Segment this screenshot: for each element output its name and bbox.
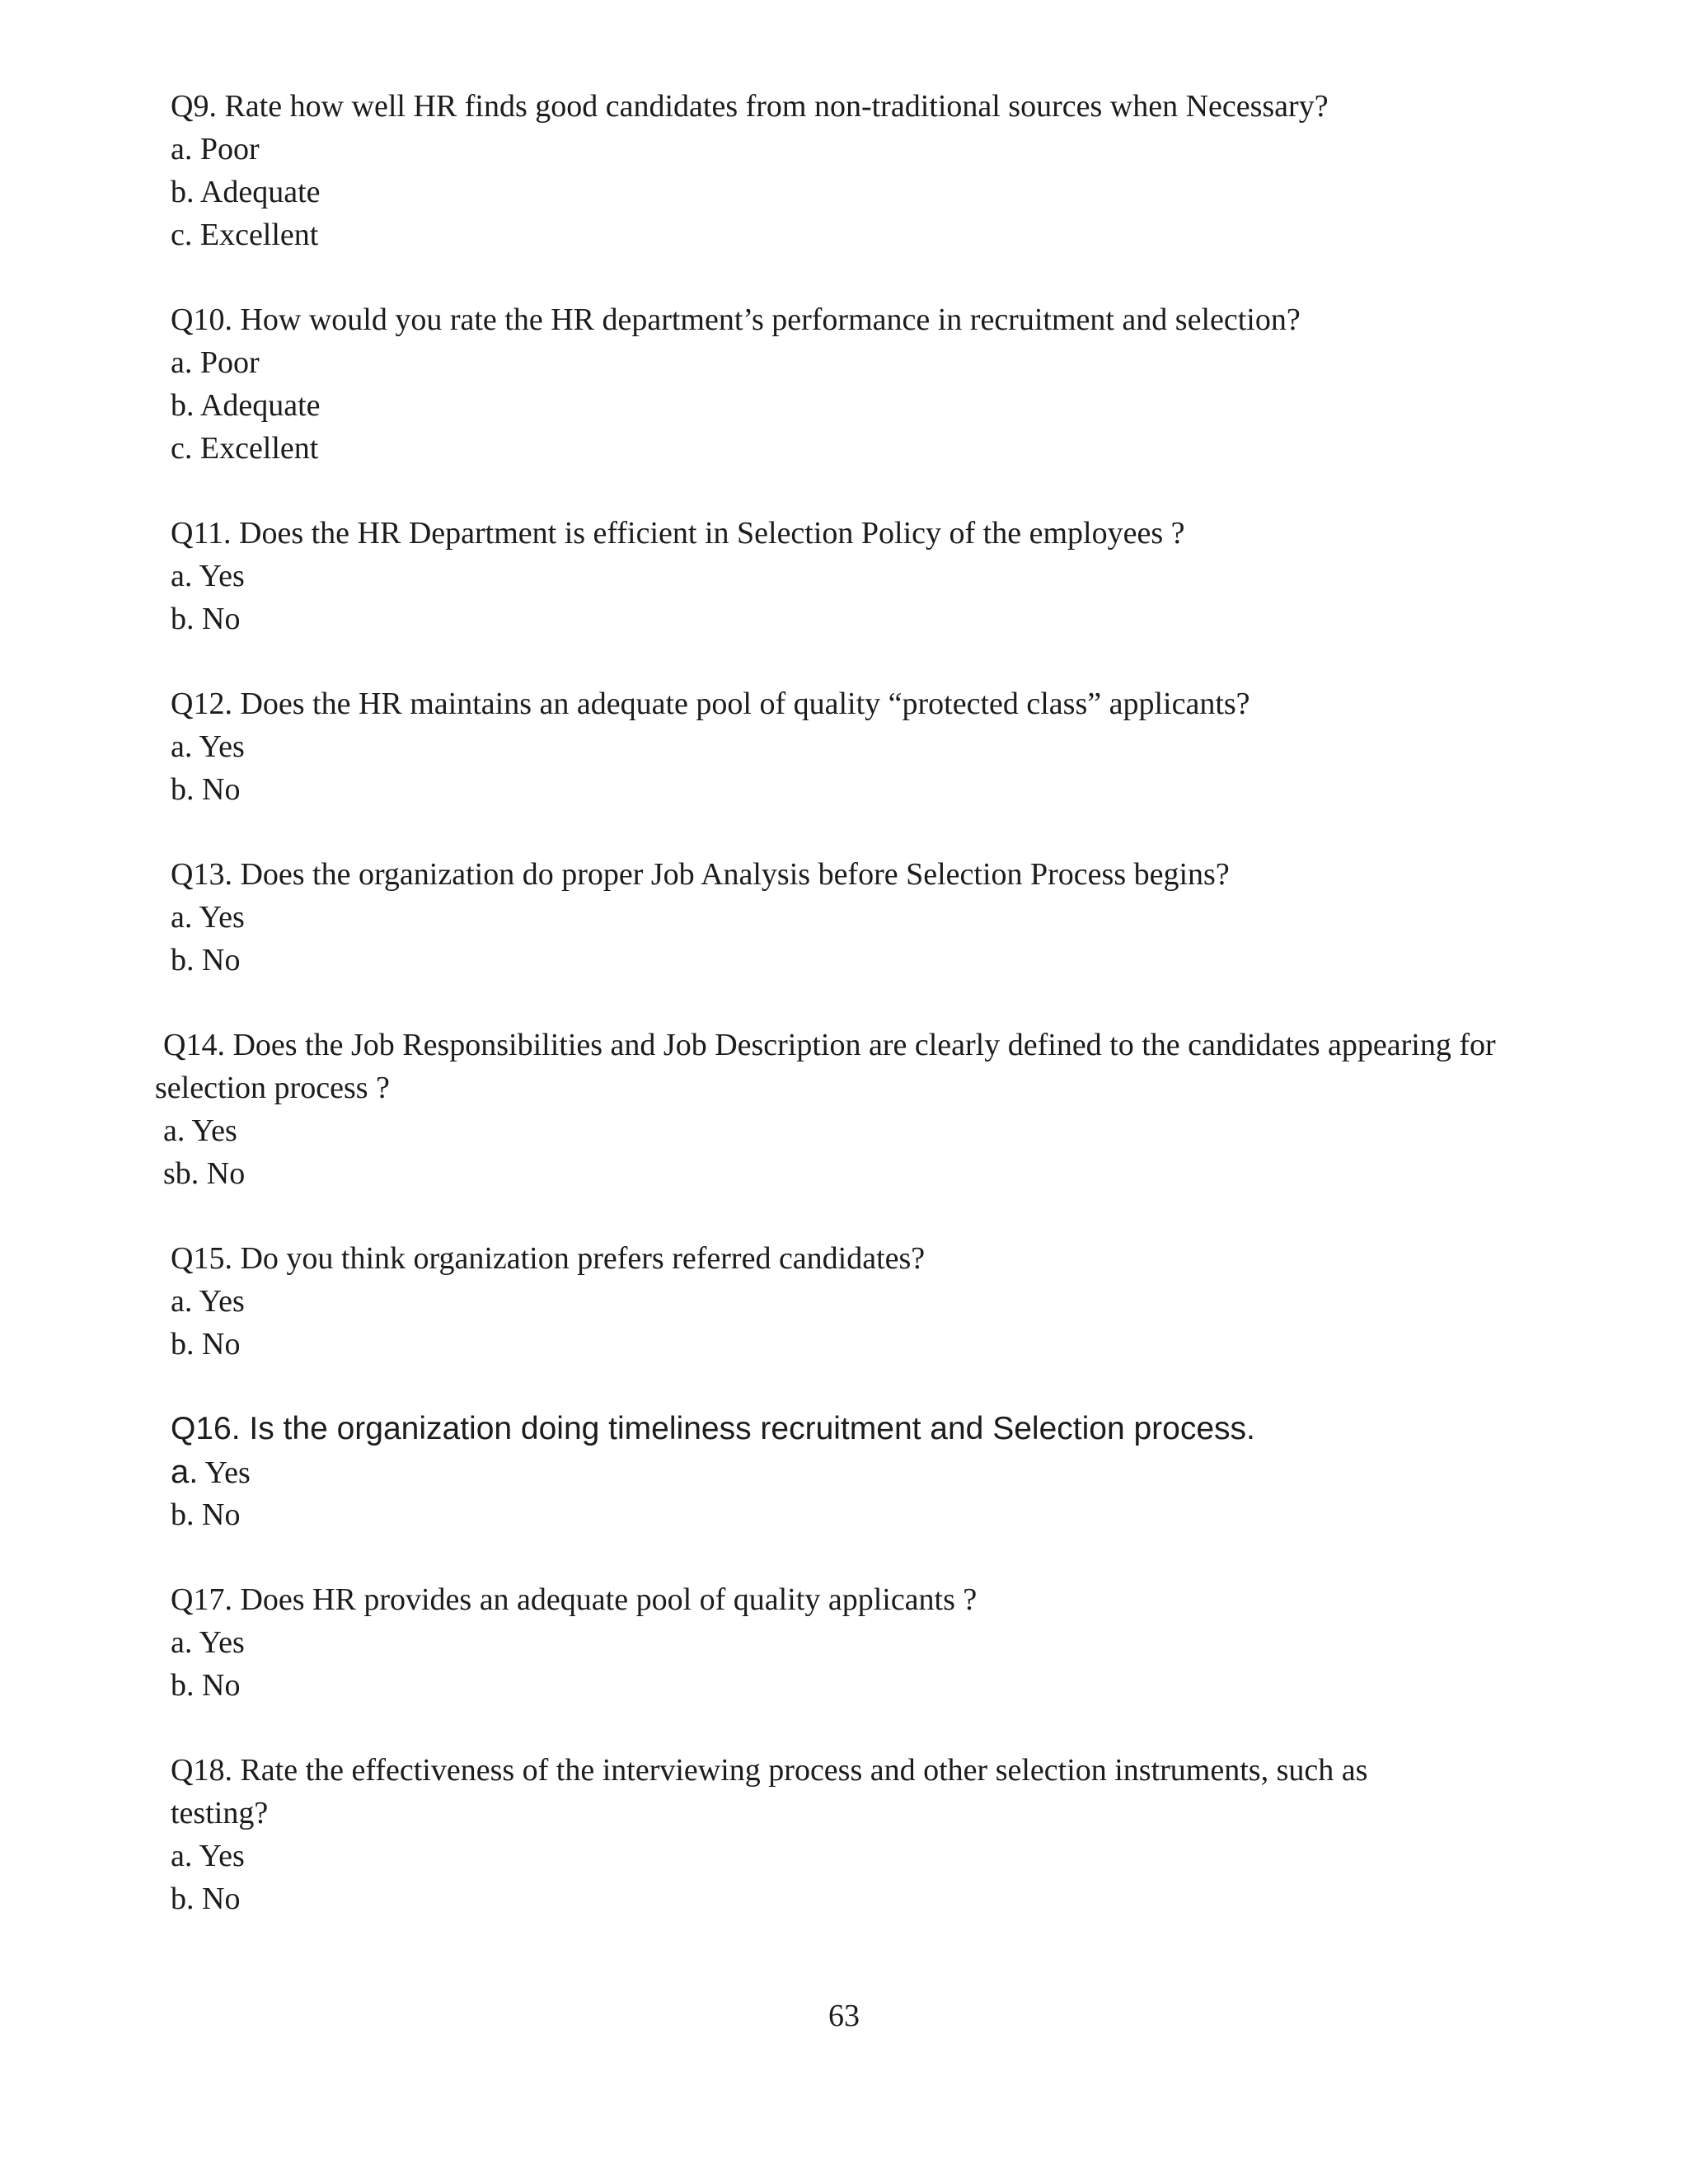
question-15-option-b: b. No <box>171 1327 241 1361</box>
question-17-option-a: a. Yes <box>171 1625 245 1660</box>
question-14-line-1: Q14. Does the Job Responsibilities and Job Description are clearly defined to the candidates appearing for <box>163 1028 1496 1062</box>
question-13-option-a: a. Yes <box>171 900 245 935</box>
question-17-option-b: b. No <box>171 1668 241 1703</box>
question-10-option-c: c. Excellent <box>171 431 319 466</box>
question-18-line-2: testing? <box>171 1796 269 1830</box>
question-12: Q12. Does the HR maintains an adequate pool of quality “protected class” applicants? <box>171 687 1250 721</box>
question-16: Q16. Is the organization doing timeliness recruitment and Selection process. <box>171 1411 1255 1446</box>
question-12-option-b: b. No <box>171 772 241 807</box>
question-16-option-a <box>171 1451 251 1494</box>
question-14-option-a: a. Yes <box>163 1113 237 1148</box>
question-11-option-b: b. No <box>171 602 241 636</box>
question-12-option-a: a. Yes <box>171 729 245 764</box>
question-9-option-b: b. Adequate <box>171 175 321 209</box>
question-9: Q9. Rate how well HR finds good candidates from non-traditional sources when Necessary? <box>171 89 1329 124</box>
question-13: Q13. Does the organization do proper Job Analysis before Selection Process begins? <box>171 857 1230 892</box>
question-15: Q15. Do you think organization prefers referred candidates? <box>171 1241 926 1276</box>
question-10-option-b: b. Adequate <box>171 388 321 423</box>
question-11-option-a: a. Yes <box>171 559 245 593</box>
question-13-option-b: b. No <box>171 943 241 977</box>
page-number: 63 <box>828 1999 860 2033</box>
question-16-option-a-text: Yes <box>198 1455 251 1490</box>
question-18-option-a: a. Yes <box>171 1839 245 1873</box>
question-11: Q11. Does the HR Department is efficient in Selection Policy of the employees ? <box>171 516 1185 551</box>
question-16-option-b: b. No <box>171 1497 241 1532</box>
question-10: Q10. How would you rate the HR department’s performance in recruitment and selection? <box>171 302 1301 337</box>
question-17: Q17. Does HR provides an adequate pool of quality applicants ? <box>171 1582 978 1617</box>
question-14-line-2: selection process ? <box>155 1071 390 1105</box>
question-10-option-a: a. Poor <box>171 345 260 380</box>
question-16-option-a-letter: a. <box>171 1454 199 1490</box>
question-9-option-a: a. Poor <box>171 132 260 166</box>
question-14-option-b: sb. No <box>163 1156 246 1191</box>
question-15-option-a: a. Yes <box>171 1284 245 1319</box>
question-9-option-c: c. Excellent <box>171 218 319 252</box>
question-18-line-1: Q18. Rate the effectiveness of the interviewing process and other selection instruments, such as <box>171 1753 1368 1788</box>
question-18-option-b: b. No <box>171 1882 241 1916</box>
